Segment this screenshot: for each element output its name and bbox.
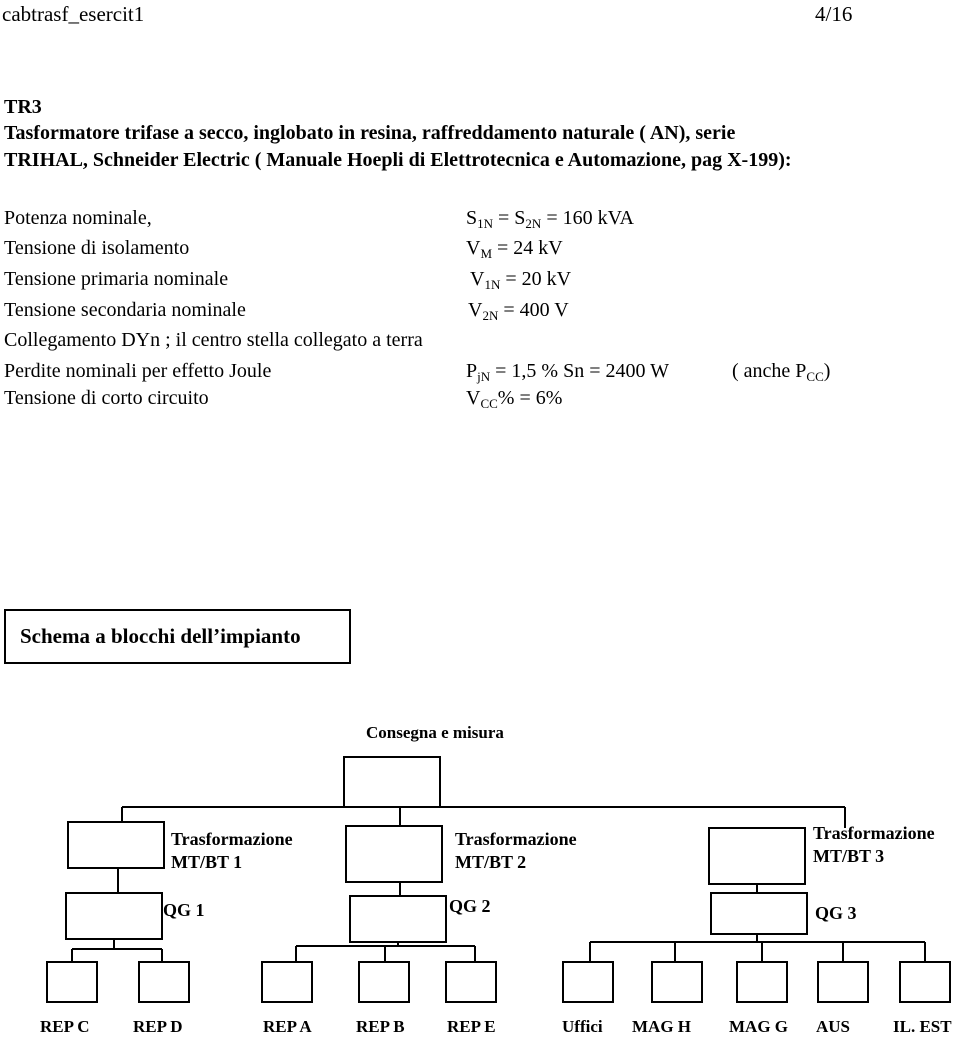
spec-value-secondaria: $V_{2N} = 400$ V bbox=[468, 299, 569, 323]
consegna-box bbox=[344, 757, 440, 807]
spec-label-perdite: Perdite nominali per effetto Joule bbox=[4, 360, 272, 382]
spec-label-potenza: Potenza nominale, bbox=[4, 207, 152, 229]
rep-box-d bbox=[139, 962, 189, 1002]
qg-1-label: QG 1 bbox=[163, 900, 205, 920]
qg-3-label: QG 3 bbox=[815, 903, 857, 923]
rep-box-a bbox=[262, 962, 312, 1002]
trasf-box-3 bbox=[709, 828, 805, 884]
trasf-3-label-b: MT/BT 3 bbox=[813, 846, 885, 866]
trasf-1-label-b: MT/BT 1 bbox=[171, 852, 243, 872]
heading-line-1: Tasformatore trifase a secco, inglobato in resina, raffreddamento naturale ( AN), serie bbox=[4, 122, 736, 144]
heading-line-2: TRIHAL, Schneider Electric ( Manuale Hoepli di Elettrotecnica e Automazione, pag X-199): bbox=[4, 149, 792, 171]
qg-2-label: QG 2 bbox=[449, 896, 491, 916]
rep-label-b: REP B bbox=[356, 1017, 405, 1036]
rep-box-b bbox=[359, 962, 409, 1002]
rep-box-mag-h bbox=[652, 962, 702, 1002]
rep-box-e bbox=[446, 962, 496, 1002]
consegna-label: Consegna e misura bbox=[366, 723, 504, 742]
spec-label-isolamento: Tensione di isolamento bbox=[4, 237, 190, 259]
spec-value-isolamento: $V_M = 24$ kV bbox=[466, 237, 563, 261]
rep-label-mag-h: MAG H bbox=[632, 1017, 692, 1036]
rep-label-uffici: Uffici bbox=[562, 1017, 603, 1036]
trasf-1-label-a: Trasformazione bbox=[171, 829, 293, 849]
spec-value-potenza: $S_{1N} = S_{2N} = 160$ kVA bbox=[466, 207, 634, 231]
trasf-box-2 bbox=[346, 826, 442, 882]
trasf-2-label-b: MT/BT 2 bbox=[455, 852, 527, 872]
rep-label-e: REP E bbox=[447, 1017, 496, 1036]
rep-box-mag-g bbox=[737, 962, 787, 1002]
rep-box-c bbox=[47, 962, 97, 1002]
rep-label-il-est: IL. EST bbox=[893, 1017, 952, 1036]
rep-box-aus bbox=[818, 962, 868, 1002]
rep-label-aus: AUS bbox=[816, 1017, 851, 1036]
trasf-3-label-a: Trasformazione bbox=[813, 823, 935, 843]
page-number: 4/16 bbox=[815, 2, 853, 26]
spec-value-perdite: $P_{jN} = 1,5$ % Sn = 2400 W bbox=[466, 360, 669, 384]
trasf-2-label-a: Trasformazione bbox=[455, 829, 577, 849]
spec-label-primaria: Tensione primaria nominale bbox=[4, 268, 229, 290]
spec-collegamento: Collegamento DYn ; il centro stella collegato a terra bbox=[4, 329, 423, 351]
document-filename: cabtrasf_esercit1 bbox=[2, 2, 145, 26]
rep-box-uffici bbox=[563, 962, 613, 1002]
spec-value-primaria: $V_{1N} = 20$ kV bbox=[470, 268, 572, 292]
spec-label-secondaria: Tensione secondaria nominale bbox=[4, 299, 246, 321]
spec-label-cortocircuito: Tensione di corto circuito bbox=[4, 387, 209, 409]
rep-label-a: REP A bbox=[263, 1017, 312, 1036]
qg-box-1 bbox=[66, 893, 162, 939]
schema-title-box: Schema a blocchi dell’impianto bbox=[4, 609, 351, 664]
rep-label-d: REP D bbox=[133, 1017, 183, 1036]
qg-box-2 bbox=[350, 896, 446, 942]
rep-box-il-est bbox=[900, 962, 950, 1002]
trasf-box-1 bbox=[68, 822, 164, 868]
rep-label-mag-g: MAG G bbox=[729, 1017, 789, 1036]
spec-note-perdite: ( anche $P_{CC}$) bbox=[732, 360, 831, 384]
rep-label-c: REP C bbox=[40, 1017, 90, 1036]
qg-box-3 bbox=[711, 893, 807, 934]
spec-value-cortocircuito: $V_{CC}\% = 6\%$ bbox=[466, 387, 563, 411]
section-code: TR3 bbox=[4, 96, 42, 118]
